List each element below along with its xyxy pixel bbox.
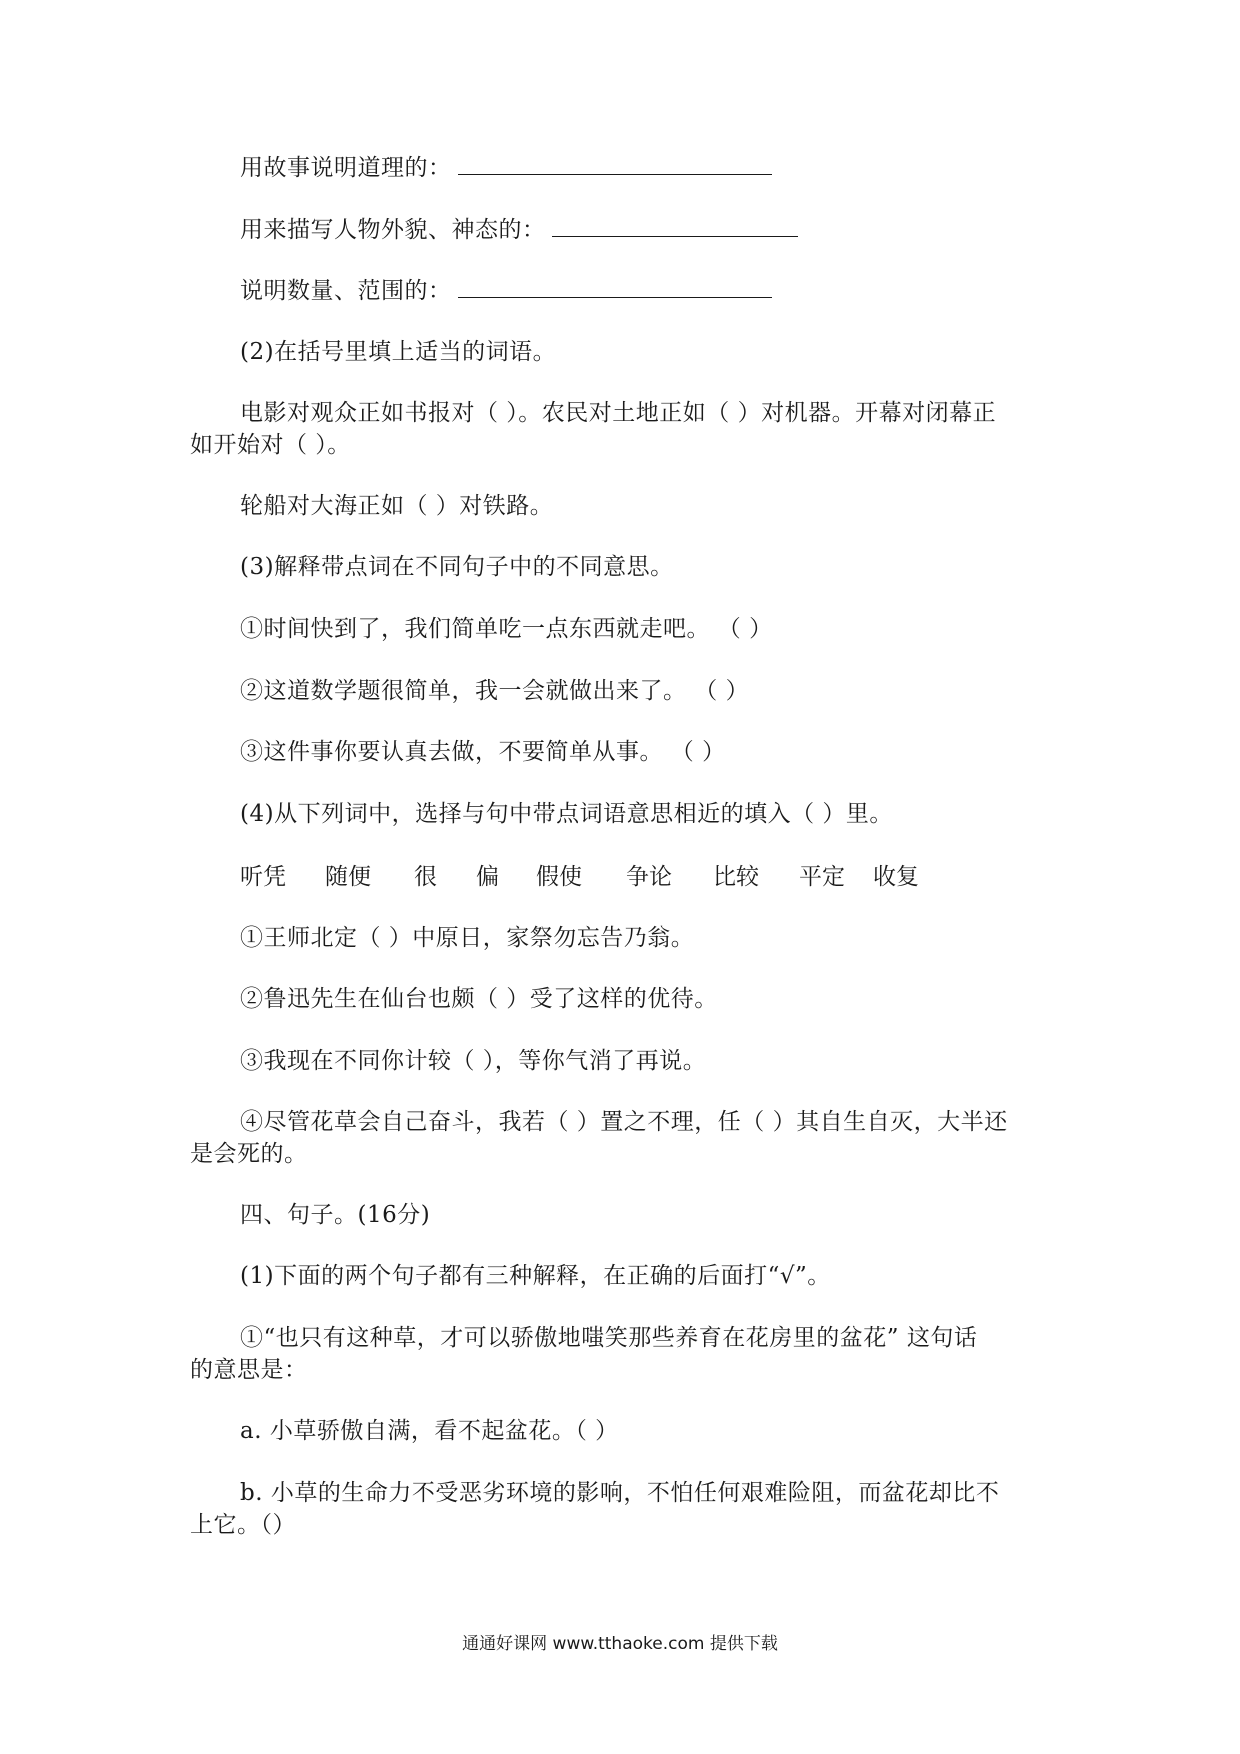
word-bank-item: 随便: [325, 864, 371, 890]
page-footer: 通通好课网 www.tthaoke.com 提供下载: [462, 1634, 778, 1654]
word-bank-item: 收复: [873, 864, 919, 890]
answer-blank[interactable]: [458, 156, 772, 175]
q2-line1: 电影对观众正如书报对（ ）。农民对土地正如（ ）对机器。开幕对闭幕正: [240, 400, 997, 426]
q4-item-1: ①王师北定（ ）中原日，家祭勿忘告乃翁。: [240, 925, 695, 951]
q4-heading: (4)从下列词中，选择与句中带点词语意思相近的填入（ ）里。: [240, 801, 893, 827]
fill-line-quantity: [240, 276, 772, 306]
fill-line-label: 说明数量、范围的：: [240, 278, 452, 304]
option-b-line1: b. 小草的生命力不受恶劣环境的影响，不怕任何艰难险阻，而盆花却比不: [240, 1480, 1000, 1506]
fill-line-label: 用来描写人物外貌、神态的：: [240, 217, 546, 243]
section4-q1-item1-line2: 的意思是：: [190, 1357, 308, 1383]
q4-item-2: ②鲁迅先生在仙台也颇（ ）受了这样的优待。: [240, 986, 718, 1012]
answer-blank[interactable]: [552, 218, 798, 237]
fill-line-story: [240, 153, 772, 183]
word-bank-item: 争论: [626, 864, 672, 890]
q2-heading: (2)在括号里填上适当的词语。: [240, 339, 557, 365]
q3-item-2: ②这道数学题很简单，我一会就做出来了。 （ ）: [240, 678, 750, 704]
option-b-line2: 上它。（）: [190, 1512, 296, 1538]
q3-item-3: ③这件事你要认真去做，不要简单从事。 （ ）: [240, 739, 726, 765]
fill-line-label: 用故事说明道理的：: [240, 155, 452, 181]
fill-line-appearance: [240, 215, 798, 245]
q3-item-1: ①时间快到了，我们简单吃一点东西就走吧。 （ ）: [240, 616, 773, 642]
section4-q1-item1-line1: ①“也只有这种草，才可以骄傲地嗤笑那些养育在花房里的盆花” 这句话: [240, 1325, 978, 1351]
section4-heading: 四、句子。(16分): [240, 1202, 431, 1228]
word-bank-item: 很: [414, 864, 437, 890]
q3-heading: (3)解释带点词在不同句子中的不同意思。: [240, 554, 674, 580]
q2-line1-cont: 如开始对（ ）。: [190, 432, 351, 458]
q4-item-3: ③我现在不同你计较（ ），等你气消了再说。: [240, 1048, 707, 1074]
word-bank-item: 平定: [799, 864, 845, 890]
section4-q1-heading: (1)下面的两个句子都有三种解释，在正确的后面打“√”。: [240, 1263, 831, 1289]
option-a: a. 小草骄傲自满，看不起盆花。（ ）: [240, 1418, 619, 1444]
answer-blank[interactable]: [458, 279, 772, 298]
word-bank-item: 比较: [713, 864, 759, 890]
word-bank-item: 偏: [476, 864, 499, 890]
q4-item-4-line2: 是会死的。: [190, 1141, 308, 1167]
q2-line2: 轮船对大海正如（ ）对铁路。: [240, 493, 554, 519]
word-bank-item: 听凭: [240, 864, 286, 890]
q4-item-4-line1: ④尽管花草会自己奋斗，我若（ ）置之不理，任（ ）其自生自灭，大半还: [240, 1109, 1008, 1135]
word-bank-item: 假使: [536, 864, 582, 890]
